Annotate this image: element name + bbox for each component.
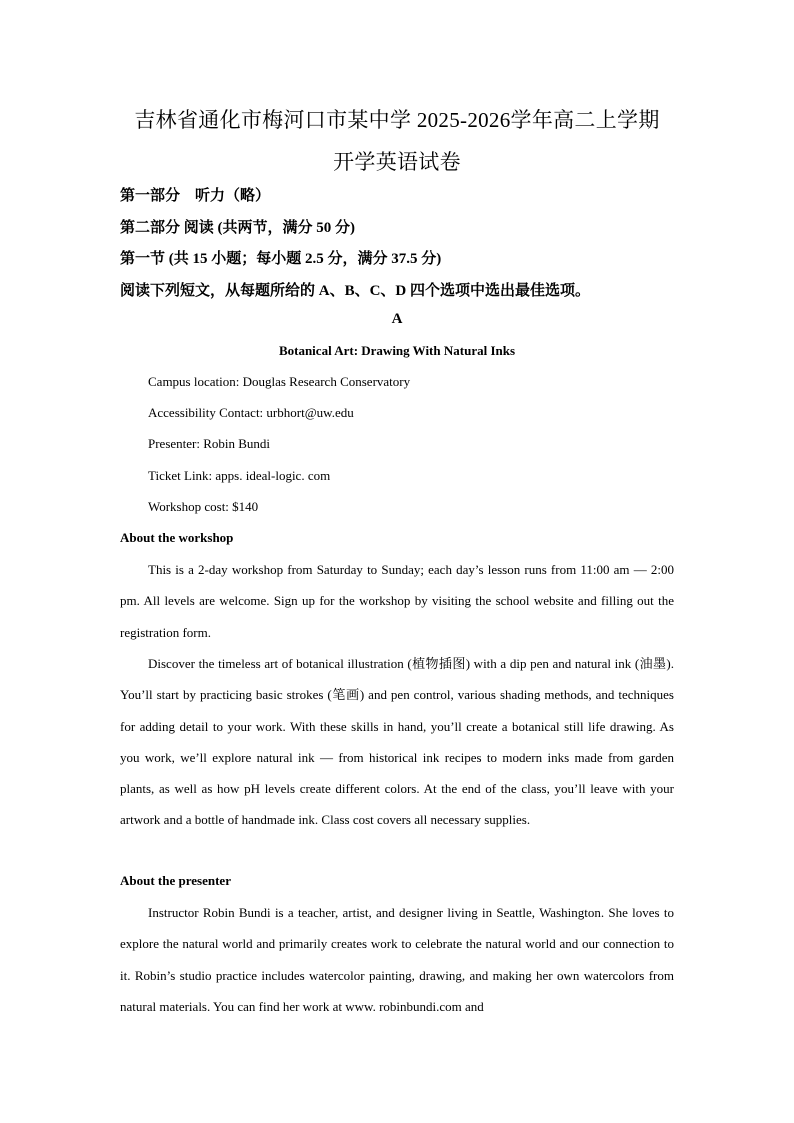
info-campus-location: Campus location: Douglas Research Conservatory: [148, 374, 411, 389]
part2-reading-heading: 第二部分 阅读 (共两节，满分 50 分): [120, 220, 355, 236]
passage-letter: A: [391, 311, 403, 327]
info-workshop-cost: Workshop cost: $140: [148, 499, 259, 514]
exam-title-line1: 吉林省通化市梅河口市某中学 2025-2026学年高二上学期: [134, 108, 660, 132]
about-workshop-heading: About the workshop: [120, 530, 234, 545]
workshop-paragraph-1: This is a 2-day workshop from Saturday to Sunday; each day’s lesson runs from 11:00 am — 2:00 pm. All levels are welcome. Sign up for the workshop by visiting the school website and filling out the registration form.: [120, 562, 674, 640]
passage-title: Botanical Art: Drawing With Natural Inks: [278, 343, 516, 358]
info-presenter: Presenter: Robin Bundi: [148, 436, 271, 451]
reading-instructions: 阅读下列短文，从每题所给的 A、B、C、D 四个选项中选出最佳选项。: [120, 283, 591, 299]
info-accessibility-contact: Accessibility Contact: urbhort@uw.edu: [148, 405, 354, 420]
presenter-paragraph: Instructor Robin Bundi is a teacher, artist, and designer living in Seattle, Washington. She loves to explore the natural world and primarily creates work to celebrate the natural world and our connection to it. Robin’s studio practice includes watercolor painting, drawing, and making her own watercolors from natural materials. You can find her work at www. robinbundi.com and: [120, 905, 674, 1014]
workshop-paragraph-2: Discover the timeless art of botanical illustration (植物插图) with a dip pen and natural ink (油墨). You’ll start by practicing basic strokes (笔画) and pen control, various shading methods, and techniques for adding detail to your work. With these skills in hand, you’ll create a botanical still life drawing. As you work, we’ll explore natural ink — from historical ink recipes to modern inks made from garden plants, as well as how pH levels create different colors. At the end of the class, you’ll leave with your artwork and a bottle of handmade ink. Class cost covers all necessary supplies.: [120, 656, 674, 828]
info-ticket-link: Ticket Link: apps. ideal-logic. com: [148, 468, 331, 483]
about-presenter-heading: About the presenter: [120, 873, 231, 888]
section1-heading: 第一节 (共 15 小题；每小题 2.5 分，满分 37.5 分): [120, 251, 442, 267]
exam-title-line2: 开学英语试卷: [333, 150, 461, 174]
part1-listening-heading: 第一部分 听力（略）: [120, 188, 271, 204]
